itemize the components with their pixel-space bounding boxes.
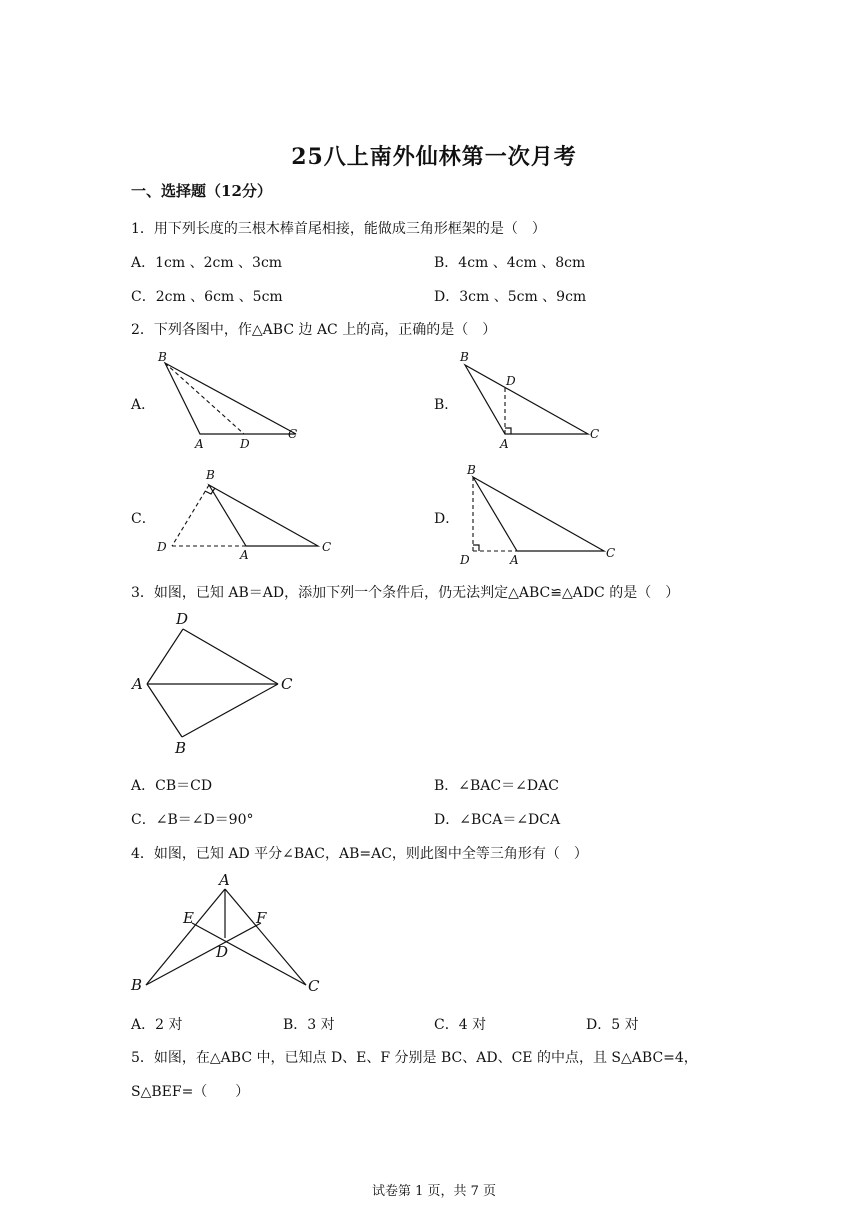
q1-option-b[interactable]: B．4cm 、4cm 、8cm bbox=[434, 255, 586, 271]
label-e: E bbox=[183, 909, 194, 927]
label-d: D bbox=[157, 540, 167, 554]
q2-option-a[interactable]: A． bbox=[131, 397, 156, 413]
page-footer: 试卷第 1 页，共 7 页 bbox=[371, 1184, 497, 1199]
label-f: F bbox=[256, 909, 267, 927]
q2-option-b[interactable]: B． bbox=[434, 397, 459, 413]
q4-option-a[interactable]: A．2 对 bbox=[131, 1017, 183, 1033]
q2-option-d[interactable]: D． bbox=[434, 511, 460, 527]
question-5-stem-continued: S△BEF=（ ） bbox=[131, 1084, 250, 1100]
label-c: C bbox=[322, 540, 332, 554]
q2-figure-a bbox=[150, 348, 310, 458]
q4-option-d[interactable]: D．5 对 bbox=[586, 1017, 639, 1033]
q4-option-c[interactable]: C．4 对 bbox=[434, 1017, 487, 1033]
label-a: A bbox=[219, 871, 230, 889]
q2-figure-d bbox=[452, 462, 627, 572]
label-d: D bbox=[216, 943, 229, 961]
section-heading: 一、选择题（12分） bbox=[131, 182, 272, 200]
label-a: A bbox=[132, 675, 143, 693]
question-4-stem: 4．如图，已知 AD 平分∠BAC，AB=AC，则此图中全等三角形有（ ） bbox=[131, 846, 588, 862]
label-c: C bbox=[281, 675, 293, 693]
label-d: D bbox=[240, 437, 250, 451]
label-b: B bbox=[158, 350, 167, 364]
question-1-stem: 1．用下列长度的三根木棒首尾相接，能做成三角形框架的是（ ） bbox=[131, 221, 546, 237]
q2-option-c[interactable]: C． bbox=[131, 511, 156, 527]
q2-figure-c bbox=[150, 462, 340, 567]
question-5-stem: 5．如图，在△ABC 中，已知点 D、E、F 分别是 BC、AD、CE 的中点，且 S△ABC=4， bbox=[131, 1050, 698, 1066]
q1-option-d[interactable]: D．3cm 、5cm 、9cm bbox=[434, 289, 587, 305]
label-b: B bbox=[206, 468, 215, 482]
question-3-stem: 3．如图，已知 AB＝AD，添加下列一个条件后，仍无法判定△ABC≌△ADC 的是（ ） bbox=[131, 585, 680, 601]
q3-option-d[interactable]: D．∠BCA＝∠DCA bbox=[434, 812, 561, 828]
q3-option-b[interactable]: B．∠BAC＝∠DAC bbox=[434, 778, 559, 794]
label-d: D bbox=[506, 374, 516, 388]
q2-figure-b bbox=[452, 348, 612, 458]
label-c: C bbox=[288, 427, 298, 441]
label-a: A bbox=[195, 437, 204, 451]
q1-option-c[interactable]: C．2cm 、6cm 、5cm bbox=[131, 289, 283, 305]
q1-option-a[interactable]: A．1cm 、2cm 、3cm bbox=[131, 255, 283, 271]
label-a: A bbox=[510, 553, 519, 567]
label-c: C bbox=[606, 546, 616, 560]
q4-figure bbox=[128, 872, 328, 997]
label-d: D bbox=[176, 610, 189, 628]
label-b: B bbox=[175, 739, 187, 757]
label-c: C bbox=[590, 427, 600, 441]
label-c: C bbox=[308, 977, 320, 995]
q3-option-a[interactable]: A．CB＝CD bbox=[131, 778, 213, 794]
q3-option-c[interactable]: C．∠B＝∠D＝90° bbox=[131, 812, 254, 828]
label-b: B bbox=[131, 976, 143, 994]
q4-option-b[interactable]: B．3 对 bbox=[283, 1017, 335, 1033]
question-2-stem: 2．下列各图中，作△ABC 边 AC 上的高，正确的是（ ） bbox=[131, 322, 497, 338]
label-b: B bbox=[467, 463, 476, 477]
label-a: A bbox=[240, 548, 249, 562]
page-title: 25八上南外仙林第一次月考 bbox=[291, 144, 577, 170]
label-b: B bbox=[460, 350, 469, 364]
q3-figure bbox=[130, 610, 310, 760]
label-d: D bbox=[460, 553, 470, 567]
label-a: A bbox=[500, 437, 509, 451]
